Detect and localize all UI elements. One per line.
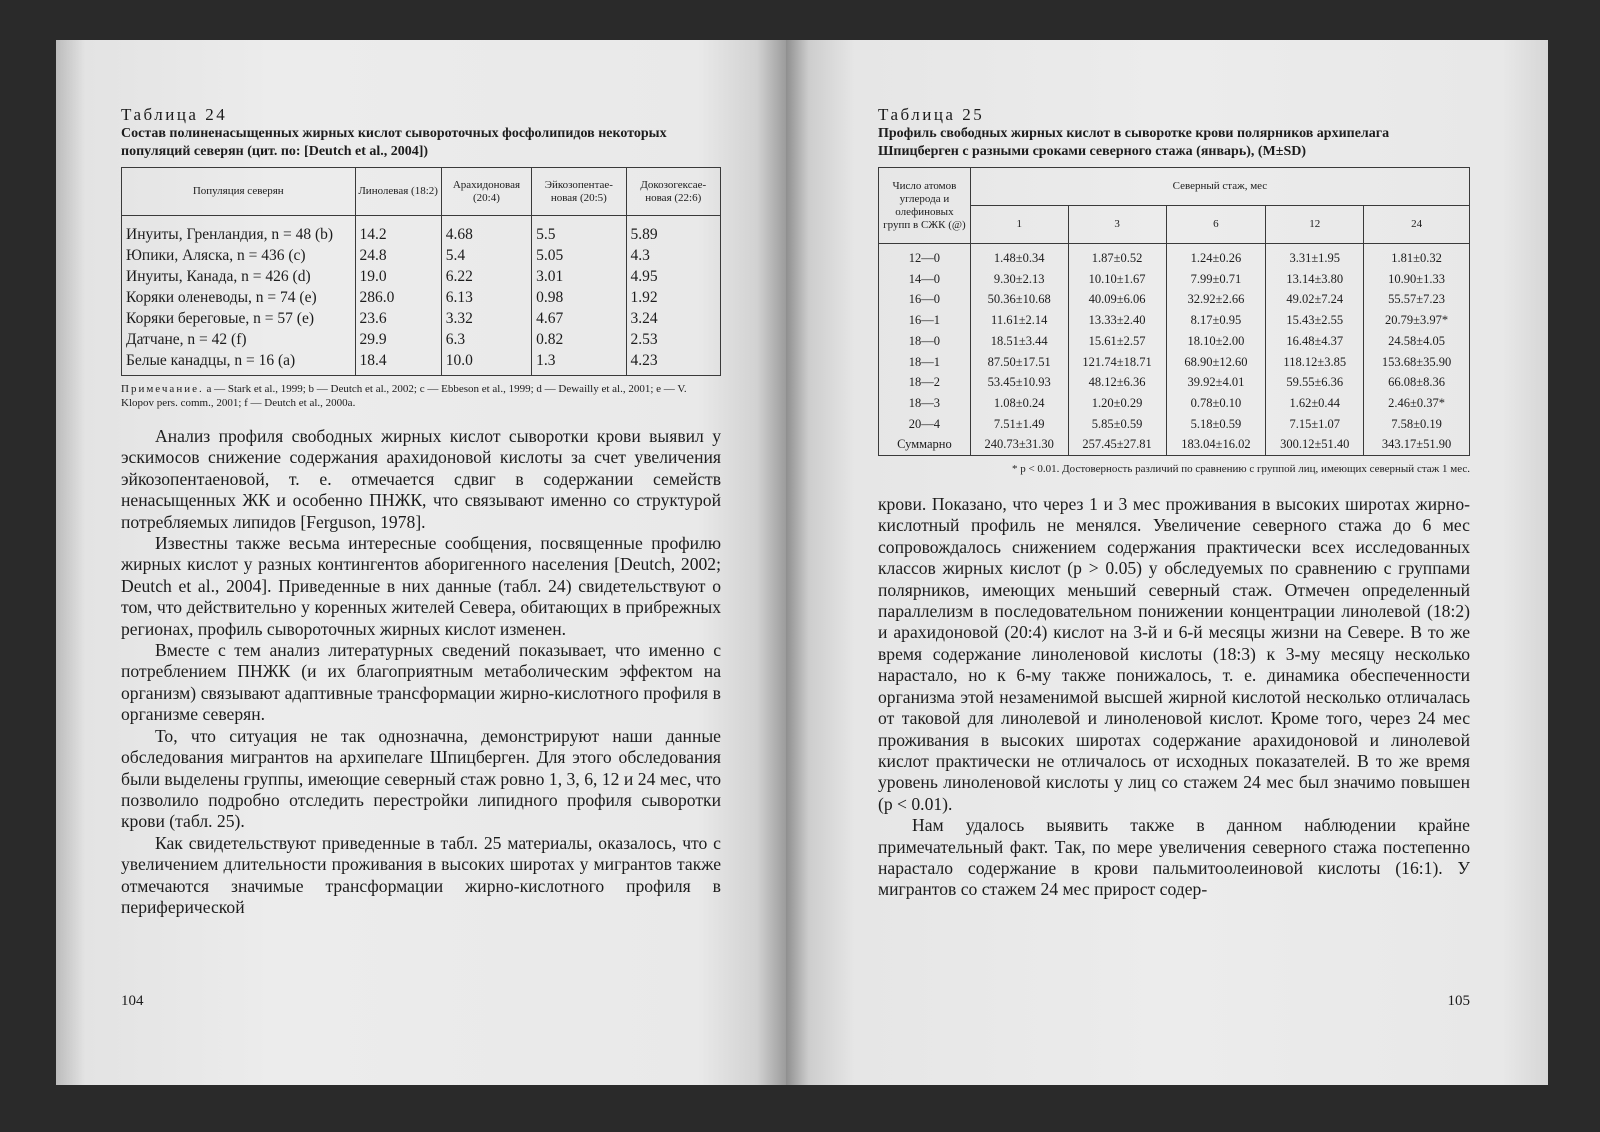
- value-cell: 18.4: [355, 350, 441, 376]
- value-cell: 5.89: [626, 216, 720, 246]
- table-24-note-text: a — Stark et al., 1999; b — Deutch et al., 2002; c — Ebbeson et al., 1999; d — Dewailly et al., 2001; e — V. Klopov pers. comm., 2001; f — Deutch et al., 2000a.: [121, 383, 687, 409]
- value-cell: 5.85±0.59: [1068, 414, 1166, 435]
- value-cell: 4.95: [626, 266, 720, 287]
- table-24-number: Таблица 24: [121, 105, 228, 124]
- row-label-cell: Инуиты, Канада, n = 426 (d): [122, 266, 356, 287]
- value-cell: 32.92±2.66: [1166, 289, 1266, 310]
- table-25-caption: Профиль свободных жирных кислот в сыворотке крови полярников архипелага Шпицберген с разными сроками северного стажа (январь), (M±SD): [878, 126, 1390, 159]
- value-cell: 0.82: [532, 329, 626, 350]
- value-cell: 6.13: [441, 287, 531, 308]
- value-cell: 15.61±2.57: [1068, 331, 1166, 352]
- paragraph: Нам удалось выявить также в данном наблюдении крайне примечательный факт. Так, по мере увеличения северного стажа постепенно нарастало содержание в крови пальмитоолеиновой кислоты (16:1). У мигрантов со стажем 24 мес прирост содер-: [878, 815, 1470, 900]
- value-cell: 6.22: [441, 266, 531, 287]
- value-cell: 1.92: [626, 287, 720, 308]
- row-label-cell: Юпики, Аляска, n = 436 (c): [122, 245, 356, 266]
- table-25-column-header: 12: [1266, 206, 1364, 244]
- value-cell: 7.15±1.07: [1266, 414, 1364, 435]
- table-row: [879, 434, 1470, 455]
- value-cell: 7.58±0.19: [1364, 414, 1470, 435]
- value-cell: 240.73±31.30: [970, 434, 1068, 455]
- table-24-header: Докозогексае-новая (22:6): [626, 168, 720, 216]
- table-25: [878, 167, 1470, 456]
- row-label-cell: 12—0: [879, 244, 971, 269]
- value-cell: 1.08±0.24: [970, 393, 1068, 414]
- table-row: [122, 350, 721, 376]
- table-row: [879, 331, 1470, 352]
- left-column: [121, 105, 721, 918]
- row-label-cell: Коряки береговые, n = 57 (e): [122, 308, 356, 329]
- value-cell: 66.08±8.36: [1364, 372, 1470, 393]
- value-cell: 4.3: [626, 245, 720, 266]
- table-row: [879, 352, 1470, 373]
- table-row: [122, 308, 721, 329]
- value-cell: 1.24±0.26: [1166, 244, 1266, 269]
- paragraph: Анализ профиля свободных жирных кислот сыворотки крови выявил у эскимосов снижение содержания арахидоновой кислоты за счет увеличения эйкозопентаеновой, т. е. отмечается сдвиг в содержании семейств ненасыщенных ЖК и особенно ПНЖК, что связывают именно со структурой потребляемых липидов [Ferguson, 1978].: [121, 426, 721, 532]
- value-cell: 1.62±0.44: [1266, 393, 1364, 414]
- value-cell: 39.92±4.01: [1166, 372, 1266, 393]
- table-25-column-header: 3: [1068, 206, 1166, 244]
- value-cell: 18.51±3.44: [970, 331, 1068, 352]
- row-label-cell: 18—1: [879, 352, 971, 373]
- value-cell: 24.58±4.05: [1364, 331, 1470, 352]
- value-cell: 286.0: [355, 287, 441, 308]
- value-cell: 118.12±3.85: [1266, 352, 1364, 373]
- value-cell: 68.90±12.60: [1166, 352, 1266, 373]
- value-cell: 4.23: [626, 350, 720, 376]
- value-cell: 257.45±27.81: [1068, 434, 1166, 455]
- paragraph: Вместе с тем анализ литературных сведений показывает, что именно с потреблением ПНЖК (и их благоприятным метаболическим эффектом на организм) связывают адаптивные трансформации жирно-кислотного профиля в организме северян.: [121, 640, 721, 725]
- table-24-note-label: Примечание.: [121, 383, 204, 395]
- value-cell: 10.90±1.33: [1364, 269, 1470, 290]
- value-cell: 5.4: [441, 245, 531, 266]
- table-row: [879, 289, 1470, 310]
- table-24-note: [121, 382, 721, 410]
- value-cell: 5.05: [532, 245, 626, 266]
- value-cell: 59.55±6.36: [1266, 372, 1364, 393]
- value-cell: 87.50±17.51: [970, 352, 1068, 373]
- value-cell: 3.01: [532, 266, 626, 287]
- table-row: [879, 372, 1470, 393]
- value-cell: 10.0: [441, 350, 531, 376]
- value-cell: 18.10±2.00: [1166, 331, 1266, 352]
- table-row: [879, 414, 1470, 435]
- row-label-cell: Инуиты, Гренландия, n = 48 (b): [122, 216, 356, 246]
- table-row: [122, 266, 721, 287]
- value-cell: 50.36±10.68: [970, 289, 1068, 310]
- table-row: [879, 393, 1470, 414]
- value-cell: 13.14±3.80: [1266, 269, 1364, 290]
- right-column: [878, 105, 1470, 901]
- right-page: [786, 40, 1548, 1085]
- paragraph: То, что ситуация не так однозначна, демонстрируют наши данные обследования мигрантов на архипелаге Шпицберген. Для этого обследования были выделены группы, имеющие северный стаж ровно 1, 3, 6, 12 и 24 мес, что позволило подробно отследить перестройки липидного профиля сыворотки крови (табл. 25).: [121, 725, 721, 832]
- value-cell: 14.2: [355, 216, 441, 246]
- row-label-cell: 18—2: [879, 372, 971, 393]
- value-cell: 19.0: [355, 266, 441, 287]
- table-row: [122, 287, 721, 308]
- row-label-cell: Белые канадцы, n = 16 (a): [122, 350, 356, 376]
- table-row: [879, 310, 1470, 331]
- value-cell: 49.02±7.24: [1266, 289, 1364, 310]
- table-24-header: Арахидоновая (20:4): [441, 168, 531, 216]
- table-row: [122, 329, 721, 350]
- value-cell: 153.68±35.90: [1364, 352, 1470, 373]
- value-cell: 5.18±0.59: [1166, 414, 1266, 435]
- value-cell: 20.79±3.97*: [1364, 310, 1470, 331]
- row-label-cell: 18—0: [879, 331, 971, 352]
- table-25-note: * p < 0.01. Достоверность различий по сравнению с группой лиц, имеющих северный стаж 1 мес.: [1011, 463, 1470, 476]
- value-cell: 13.33±2.40: [1068, 310, 1166, 331]
- value-cell: 3.24: [626, 308, 720, 329]
- table-25-column-header: 24: [1364, 206, 1470, 244]
- table-24: [121, 167, 721, 376]
- value-cell: 1.20±0.29: [1068, 393, 1166, 414]
- value-cell: 2.46±0.37*: [1364, 393, 1470, 414]
- value-cell: 7.51±1.49: [970, 414, 1068, 435]
- value-cell: 2.53: [626, 329, 720, 350]
- value-cell: 121.74±18.71: [1068, 352, 1166, 373]
- value-cell: 29.9: [355, 329, 441, 350]
- value-cell: 1.87±0.52: [1068, 244, 1166, 269]
- value-cell: 4.68: [441, 216, 531, 246]
- value-cell: 343.17±51.90: [1364, 434, 1470, 455]
- row-label-cell: 16—0: [879, 289, 971, 310]
- value-cell: 0.98: [532, 287, 626, 308]
- table-25-group-header: Северный стаж, мес: [970, 168, 1469, 206]
- value-cell: 55.57±7.23: [1364, 289, 1470, 310]
- value-cell: 1.48±0.34: [970, 244, 1068, 269]
- table-25-column-header: 6: [1166, 206, 1266, 244]
- value-cell: 10.10±1.67: [1068, 269, 1166, 290]
- row-label-cell: 14—0: [879, 269, 971, 290]
- table-25-row-header: Число атомов углерода и олефиновых групп в СЖК (@): [879, 168, 971, 244]
- row-label-cell: 16—1: [879, 310, 971, 331]
- value-cell: 1.3: [532, 350, 626, 376]
- row-label-cell: Датчане, n = 42 (f): [122, 329, 356, 350]
- value-cell: 6.3: [441, 329, 531, 350]
- value-cell: 11.61±2.14: [970, 310, 1068, 331]
- table-row: [879, 269, 1470, 290]
- table-24-header: Эйкозопентае-новая (20:5): [532, 168, 626, 216]
- value-cell: 15.43±2.55: [1266, 310, 1364, 331]
- value-cell: 3.32: [441, 308, 531, 329]
- value-cell: 1.81±0.32: [1364, 244, 1470, 269]
- value-cell: 8.17±0.95: [1166, 310, 1266, 331]
- right-body-text: [878, 494, 1470, 901]
- value-cell: 0.78±0.10: [1166, 393, 1266, 414]
- value-cell: 53.45±10.93: [970, 372, 1068, 393]
- page-number: 105: [1447, 993, 1470, 1009]
- value-cell: 4.67: [532, 308, 626, 329]
- value-cell: 48.12±6.36: [1068, 372, 1166, 393]
- paragraph: Известны также весьма интересные сообщения, посвященные профилю жирных кислот у разных контингентов аборигенного населения [Deutch, 2002; Deutch et al., 2004]. Приведенные в них данные (табл. 24) свидетельствуют о том, что действительно у коренных жителей Севера, обитающих в прибрежных регионах, профиль сывороточных жирных кислот изменен.: [121, 533, 721, 639]
- left-body-text: [121, 426, 721, 918]
- value-cell: 40.09±6.06: [1068, 289, 1166, 310]
- row-label-cell: Суммарно: [879, 434, 971, 455]
- table-25-number: Таблица 25: [878, 105, 985, 124]
- table-24-header: Популяция северян: [122, 168, 356, 216]
- row-label-cell: Коряки оленеводы, n = 74 (e): [122, 287, 356, 308]
- value-cell: 300.12±51.40: [1266, 434, 1364, 455]
- table-25-column-header: 1: [970, 206, 1068, 244]
- value-cell: 3.31±1.95: [1266, 244, 1364, 269]
- table-24-header-row: [122, 168, 721, 216]
- table-row: [122, 216, 721, 246]
- row-label-cell: 18—3: [879, 393, 971, 414]
- value-cell: 183.04±16.02: [1166, 434, 1266, 455]
- value-cell: 7.99±0.71: [1166, 269, 1266, 290]
- row-label-cell: 20—4: [879, 414, 971, 435]
- table-row: [879, 244, 1470, 269]
- paragraph: крови. Показано, что через 1 и 3 мес проживания в высоких широтах жирно-кислотный профиль не менялся. Увеличение северного стажа до 6 мес сопровождалось снижением содержания практически всех исследованных классов жирных кислот (p > 0.05) у обследуемых по сравнению с группами полярников, имеющих меньший северный стаж. Отмечен определенный параллелизм в последовательном понижении концентрации линолевой (18:2) и арахидоновой (20:4) кислот на 3-й и 6-й месяцы жизни на Севере. В то же время содержание линоленовой кислоты (18:3) к 3-му месяцу несколько нарастало, но к 6-му также понижалось, т. е. динамика обеспеченности организма этой незаменимой высшей жирной кислотой несколько отличалась от таковой для линолевой и линоленовой кислот. Кроме того, через 24 мес проживания в высоких широтах содержание арахидоновой и линолевой кислот практически не отличалось от исходных показателей. В то же время уровень линоленовой кислоты у лиц со стажем 24 мес был значимо повышен (p < 0.01).: [878, 494, 1470, 814]
- paragraph: Как свидетельствуют приведенные в табл. 25 материалы, оказалось, что с увеличением длительности проживания в высоких широтах у мигрантов также отмечаются значимые трансформации жирно-кислотного профиля в периферической: [121, 832, 721, 917]
- page-number: 104: [121, 993, 144, 1009]
- table-24-caption: Состав полиненасыщенных жирных кислот сывороточных фосфолипидов некоторых популяций северян (цит. по: [Deutch et al., 2004]): [121, 126, 667, 159]
- value-cell: 16.48±4.37: [1266, 331, 1364, 352]
- value-cell: 5.5: [532, 216, 626, 246]
- table-24-header: Линолевая (18:2): [355, 168, 441, 216]
- value-cell: 24.8: [355, 245, 441, 266]
- value-cell: 9.30±2.13: [970, 269, 1068, 290]
- table-row: [122, 245, 721, 266]
- left-page: [56, 40, 786, 1085]
- value-cell: 23.6: [355, 308, 441, 329]
